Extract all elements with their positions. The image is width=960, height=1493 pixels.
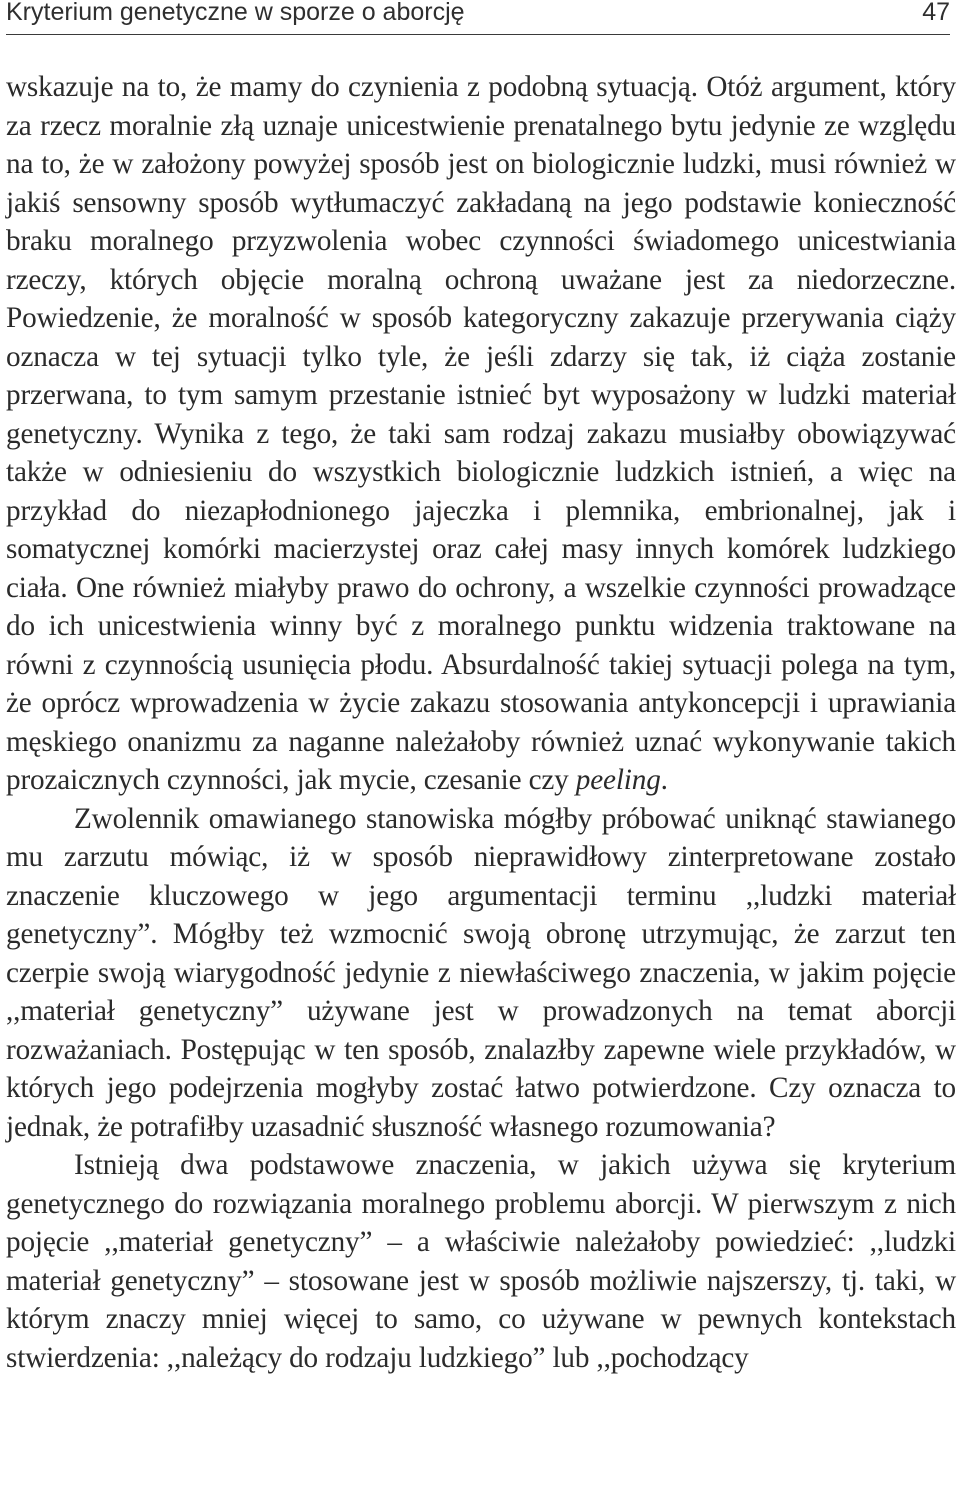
paragraph: Zwolennik omawianego stanowiska mógłby próbować uniknąć stawianego mu zarzutu mówiąc, iż w sposób nieprawidłowy zinterpretowane zostało znaczenie kluczowego w jego argumentacji terminu ,,ludzki materiał genetyczny”. Mógłby też wzmocnić swoją obronę utrzymując, że zarzut ten czerpie swoją wiarygodność jedynie z niewłaściwego znaczenia, w jakim pojęcie ,,materiał genetyczny” używane jest w prowadzonych na temat aborcji rozważaniach. Postępując w ten sposób, znalazłby zapewne wiele przykładów, w których jego podejrzenia mogłyby zostać łatwo potwierdzone. Czy oznacza to jednak, że potrafiłby uzasadnić słuszność własnego rozumowania?: [6, 802, 956, 1143]
chapter-title: Kryterium genetyczne w sporze o aborcję: [6, 0, 465, 26]
page-number: 47: [922, 0, 950, 26]
body-text: [6, 68, 956, 1377]
paragraph-text-end: .: [660, 764, 668, 796]
italic-term: peeling: [575, 764, 661, 796]
paragraph: [6, 68, 956, 800]
running-header: [6, 0, 950, 35]
paragraph-text: wskazuje na to, że mamy do czynienia z podobną sytuacją. Otóż argument, który za rzecz moralnie złą uznaje unicestwienie prenatalnego bytu jedynie ze względu na to, że w założony powyżej sposób jest on biologicznie ludzki, musi również w jakiś sensowny sposób wytłumaczyć zakładaną na jego podstawie konieczność braku moralnego przyzwolenia wobec czynności świadomego unicestwiania rzeczy, których objęcie moralną ochroną uważane jest za niedorzeczne. Powiedzenie, że moralność w sposób kategoryczny zakazuje przerywania ciąży oznacza w tej sytuacji tylko tyle, że jeśli zdarzy się tak, iż ciąża zostanie przerwana, to tym samym przestanie istnieć byt wyposażony w ludzki materiał genetyczny. Wynika z tego, że taki sam rodzaj zakazu musiałby obowiązywać także w odniesieniu do wszystkich biologicznie ludzkich istnień, a więc na przykład do niezapłodnionego jajeczka i plemnika, embrionalnej, jak i somatycznej komórki macierzystej oraz całej masy innych komórek ludzkiego ciała. One również miałyby prawo do ochrony, a wszelkie czynności prowadzące do ich unicestwienia winny być z moralnego punktu widzenia traktowane na równi z czynnością usunięcia płodu. Absurdalność takiej sytuacji polega na tym, że oprócz wprowadzenia w życie zakazu stosowania antykoncepcji i uprawiania męskiego onanizmu za naganne należałoby również uznać wykonywanie takich prozaicznych czynności, jak mycie, czesanie czy: [6, 71, 956, 796]
paragraph: Istnieją dwa podstawowe znaczenia, w jakich używa się kryterium genetycznego do rozwiązania moralnego problemu aborcji. W pierwszym z nich pojęcie ,,materiał genetyczny” – a właściwie należałoby powiedzieć: ,,ludzki materiał genetyczny” – stosowane jest w sposób możliwie najszerszy, tj. taki, w którym znaczy mniej więcej to samo, co używane w pewnych kontekstach stwierdzenia: ,,należący do rodzaju ludzkiego” lub ,,pochodzący: [6, 1149, 956, 1374]
